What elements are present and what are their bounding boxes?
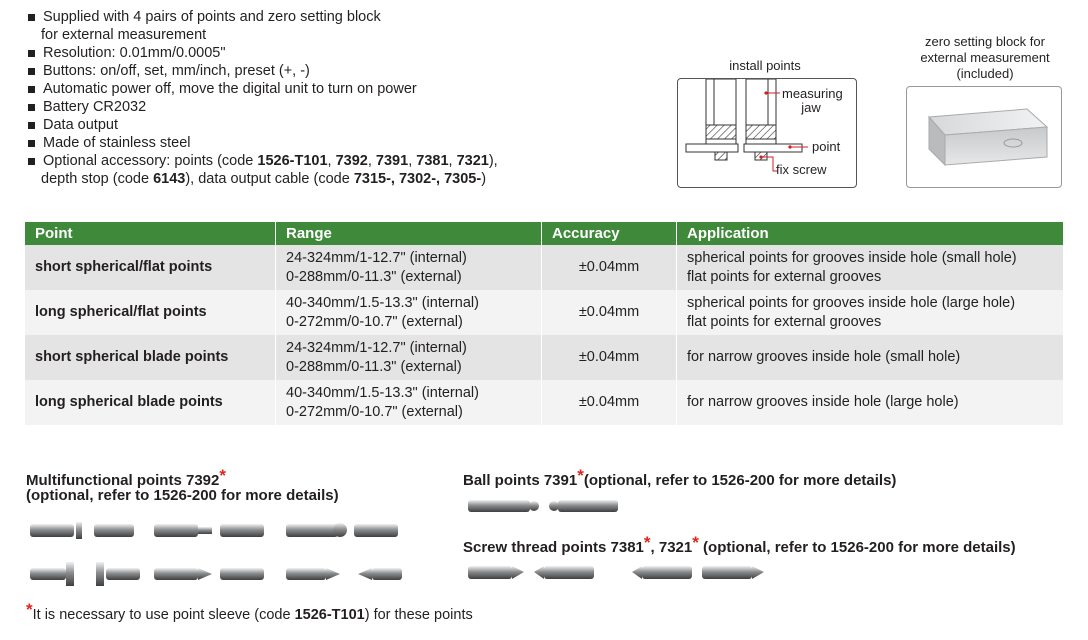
feature-item [26, 134, 646, 152]
bullet-icon [28, 140, 35, 147]
table-row [25, 290, 1064, 335]
feature-text: Battery CR2032 [43, 99, 147, 115]
point-cell: long spherical/flat points [25, 290, 276, 335]
table-header-row [25, 222, 1064, 245]
feature-text: Buttons: on/off, set, mm/inch, preset (+, -) [43, 63, 310, 79]
feature-item [26, 44, 646, 62]
multifunctional-points-image [26, 518, 406, 590]
screw-thread-points-heading: Screw thread points 7381*, 7321* (optional, refer to 1526-200 for more details) [463, 533, 1016, 556]
feature-text: Data output [43, 117, 118, 133]
table-row [25, 380, 1064, 425]
specification-table [25, 222, 1064, 425]
measuring-jaw-label: measuring jaw [782, 86, 843, 115]
asterisk-icon: * [643, 533, 651, 552]
bullet-icon [28, 104, 35, 111]
accuracy-cell: ±0.04mm [542, 380, 677, 425]
optional-accessory-item [26, 152, 646, 170]
feature-list [26, 8, 646, 188]
optional-accessory-continued: depth stop (code 6143), data output cable (code 7315-, 7302-, 7305-) [41, 171, 487, 187]
asterisk-icon: * [577, 466, 584, 485]
column-header-range: Range [276, 222, 542, 245]
bullet-icon [28, 14, 35, 21]
table-row [25, 335, 1064, 380]
bullet-icon [28, 68, 35, 75]
feature-item [26, 98, 646, 116]
application-cell: for narrow grooves inside hole (small hole) [677, 335, 1064, 380]
feature-item [26, 8, 646, 26]
range-cell: 40-340mm/1.5-13.3" (internal) 0-272mm/0-10.7" (external) [276, 380, 542, 425]
range-cell: 24-324mm/1-12.7" (internal) 0-288mm/0-11.3" (external) [276, 245, 542, 290]
table-row [25, 245, 1064, 290]
column-header-application: Application [677, 222, 1064, 245]
multifunctional-points-heading: Multifunctional points 7392* [26, 466, 226, 489]
accuracy-cell: ±0.04mm [542, 335, 677, 380]
bullet-icon [28, 86, 35, 93]
column-header-accuracy: Accuracy [542, 222, 677, 245]
ball-points-heading: Ball points 7391*(optional, refer to 1526-200 for more details) [463, 466, 897, 489]
bullet-icon [28, 122, 35, 129]
feature-text-continued: for external measurement [41, 27, 207, 43]
point-cell: long spherical blade points [25, 380, 276, 425]
asterisk-icon: * [692, 533, 699, 552]
accuracy-cell: ±0.04mm [542, 290, 677, 335]
feature-text: Made of stainless steel [43, 135, 191, 151]
multifunctional-points-note: (optional, refer to 1526-200 for more details) [26, 487, 339, 504]
zero-block-drawing [907, 87, 1061, 187]
point-cell: short spherical/flat points [25, 245, 276, 290]
feature-item [26, 62, 646, 80]
bullet-icon [28, 50, 35, 57]
optional-accessory-text: Optional accessory: points (code 1526-T101, 7392, 7391, 7381, 7321), [43, 153, 498, 169]
footnote: *It is necessary to use point sleeve (code 1526-T101) for these points [26, 600, 473, 623]
accuracy-cell: ±0.04mm [542, 245, 677, 290]
zero-block-title: zero setting block for external measurement (included) [920, 34, 1050, 81]
bullet-icon [28, 158, 35, 165]
point-cell: short spherical blade points [25, 335, 276, 380]
asterisk-icon: * [26, 600, 33, 619]
feature-item [26, 116, 646, 134]
application-cell: spherical points for grooves inside hole (large hole) flat points for external grooves [677, 290, 1064, 335]
range-cell: 24-324mm/1-12.7" (internal) 0-288mm/0-11.3" (external) [276, 335, 542, 380]
feature-text: Resolution: 0.01mm/0.0005" [43, 45, 226, 61]
fix-screw-label: fix screw [776, 162, 827, 177]
column-header-point: Point [25, 222, 276, 245]
application-cell: for narrow grooves inside hole (large hole) [677, 380, 1064, 425]
range-cell: 40-340mm/1.5-13.3" (internal) 0-272mm/0-10.7" (external) [276, 290, 542, 335]
feature-item [26, 80, 646, 98]
point-label: point [812, 139, 841, 154]
install-points-title: install points [729, 58, 801, 73]
screw-thread-points-image [466, 560, 776, 586]
asterisk-icon: * [219, 466, 226, 485]
application-cell: spherical points for grooves inside hole (small hole) flat points for external grooves [677, 245, 1064, 290]
ball-points-image [466, 494, 626, 518]
install-points-diagram [677, 78, 857, 188]
feature-text: Automatic power off, move the digital unit to turn on power [43, 81, 417, 97]
feature-text: Supplied with 4 pairs of points and zero setting block [43, 9, 381, 25]
zero-setting-block-image [906, 86, 1062, 188]
